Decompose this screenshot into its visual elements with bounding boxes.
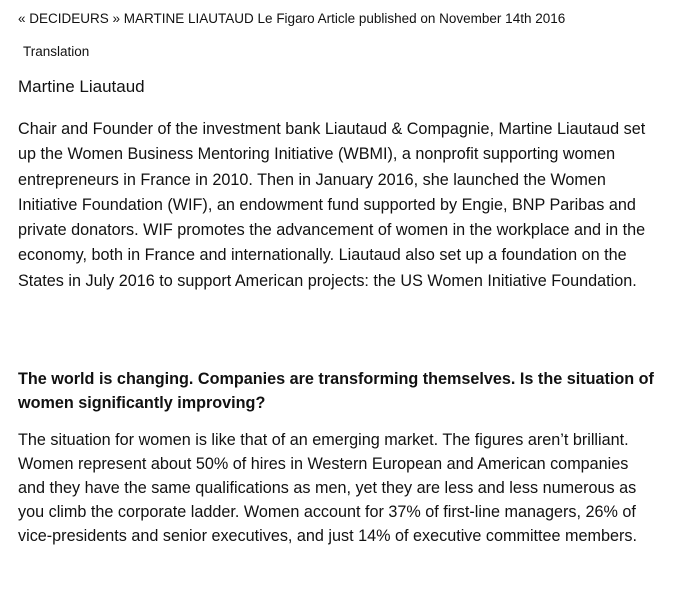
translation-label: Translation — [23, 44, 90, 59]
profile-bio: Chair and Founder of the investment bank Liautaud & Compagnie, Martine Liautaud set up the Women Business Mentoring Initiative (WBMI), a nonprofit supporting women entrepreneurs in France in 2010. Then in January 2016, she launched the Women Initiative Foundation (WIF), an endowment fund supported by Engie, BNP Paribas and private donators. WIF promotes the advancement of women in the workplace and in the economy, both in France and internationally. Liautaud also set up a foundation on the States in July 2016 to support American projects: the US Women Initiative Foundation. — [18, 120, 646, 290]
interview-question: The world is changing. Companies are transforming themselves. Is the situation of women significantly improving? — [18, 370, 654, 412]
interview-answer: The situation for women is like that of an emerging market. The figures aren’t brilliant. Women represent about 50% of hires in Western European and American companies and they have the same qualifications as men, yet they are less and less numerous as you climb the corporate ladder. Women account for 37% of first-line managers, 26% of vice-presidents and senior executives, and just 14% of executive committee members. — [18, 431, 638, 545]
profile-name: Martine Liautaud — [18, 77, 145, 96]
article-header: « DECIDEURS » MARTINE LIAUTAUD Le Figaro Article published on November 14th 2016 — [18, 11, 566, 26]
